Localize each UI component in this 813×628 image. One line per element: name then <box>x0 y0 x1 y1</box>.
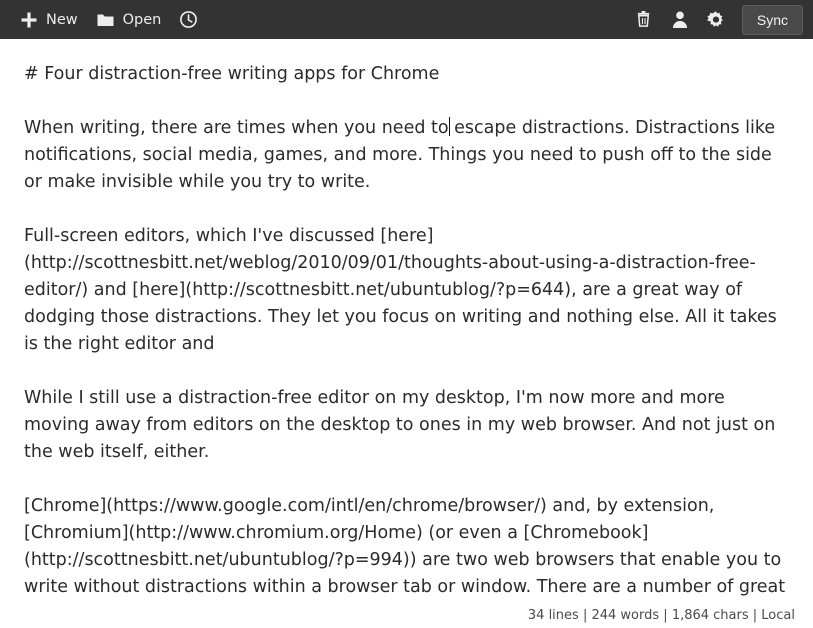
sync-button[interactable]: Sync <box>742 5 803 35</box>
status-words: 244 words <box>591 607 660 623</box>
trash-icon <box>634 10 654 30</box>
document-text[interactable] <box>24 61 789 601</box>
user-icon <box>670 10 690 30</box>
new-button-label: New <box>46 11 78 28</box>
status-separator-3: | <box>748 607 762 623</box>
document-heading: # Four distraction-free writing apps for Chrome <box>24 64 440 84</box>
editor-area[interactable] <box>0 39 813 628</box>
document-paragraph-2: Full-screen editors, which I've discussed [here](http://scottnesbitt.net/weblog/2010/09/01/thoughts-about-using-a-distraction-free-editor/) and [here](http://scottnesbitt.net/ubuntublog/?p=644), are a great way of dodging those distractions. They let you focus on writing and nothing else. All it takes is the right editor and <box>24 226 783 354</box>
clock-icon <box>178 10 198 30</box>
status-separator-1: | <box>578 607 592 623</box>
plus-icon <box>19 10 39 30</box>
toolbar-left-group <box>10 4 206 36</box>
paragraph-1-text-after-caret: escape distractions. Distractions like notifications, social media, games, and more. Things you need to push off to the side or make invisible while you try to write. <box>24 118 781 192</box>
document-paragraph-4: [Chrome](https://www.google.com/intl/en/chrome/browser/) and, by extension, [Chromium](http://www.chromium.org/Home) (or even a [Chromebook](http://scottnesbitt.net/ubuntublog/?p=994)) are two web browsers that enable you to write without distractions within a browser tab or window. There are a number of great <box>24 496 787 597</box>
recent-files-button[interactable] <box>170 4 206 36</box>
settings-button[interactable] <box>698 4 734 36</box>
trash-button[interactable] <box>626 4 662 36</box>
open-button-label: Open <box>122 11 162 28</box>
status-separator-2: | <box>659 607 672 623</box>
new-button[interactable] <box>10 5 87 35</box>
paragraph-1-text-before-caret: When writing, there are times when you need to <box>24 118 449 138</box>
toolbar-right-group <box>626 4 803 36</box>
status-bar <box>0 602 813 628</box>
document-paragraph-3: While I still use a distraction-free editor on my desktop, I'm now more and more moving away from editors on the desktop to ones in my web browser. And not just on the web itself, either. <box>24 388 781 462</box>
gear-icon <box>706 10 726 30</box>
folder-icon <box>96 10 116 30</box>
status-storage: Local <box>761 607 795 623</box>
status-chars: 1,864 chars <box>671 607 749 623</box>
status-lines: 34 lines <box>527 607 579 623</box>
account-button[interactable] <box>662 4 698 36</box>
open-button[interactable] <box>87 5 171 35</box>
document-paragraph-1 <box>24 115 789 196</box>
toolbar <box>0 0 813 39</box>
